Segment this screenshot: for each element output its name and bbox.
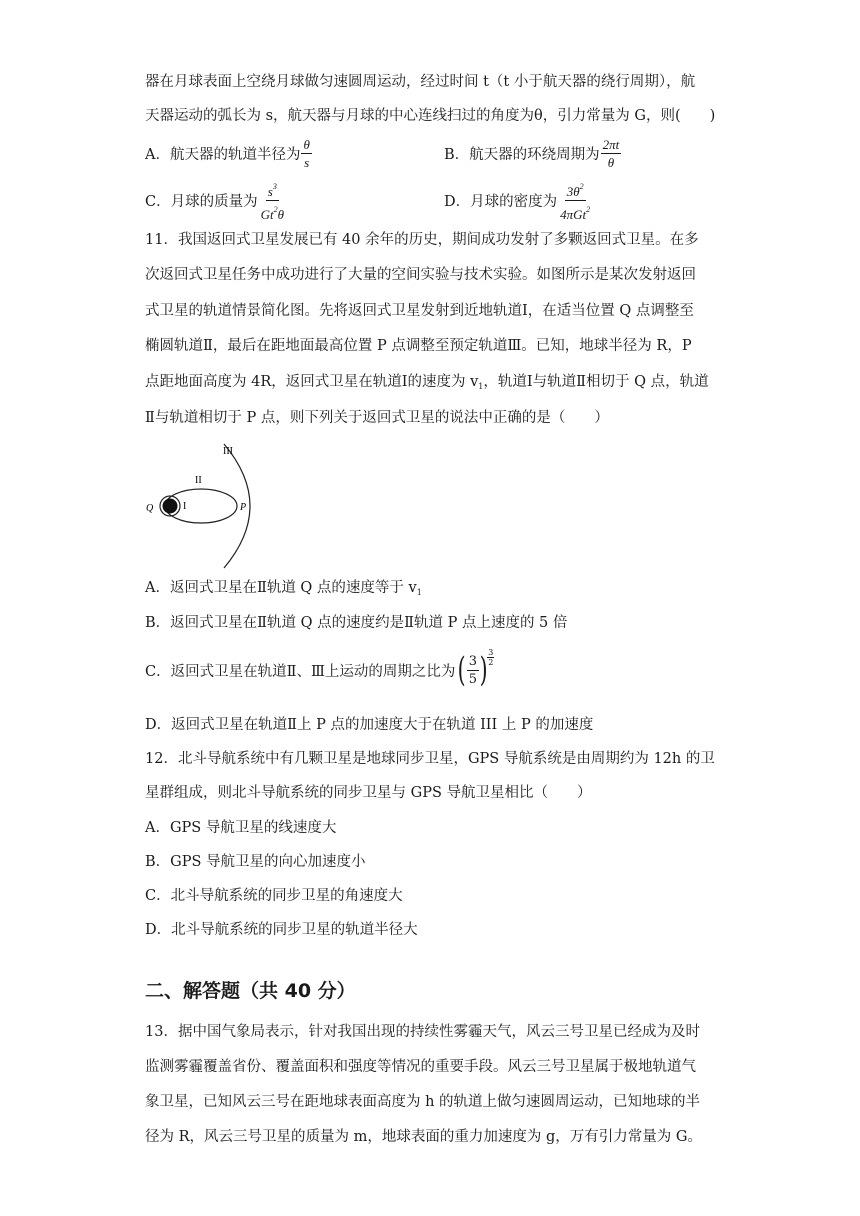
label-i: I bbox=[183, 501, 187, 512]
q10-option-c-fraction: $\frac{s^3}{Gt^2\theta}$ bbox=[259, 178, 286, 223]
q11-line-2: 次返回式卫星任务中成功进行了大量的空间实验与技术实验。如图所示是某次发射返回 bbox=[145, 267, 696, 283]
q12-option-d: D．北斗导航系统的同步卫星的轨道半径大 bbox=[145, 922, 418, 938]
q10-line-2: 天器运动的弧长为 s，航天器与月球的中心连线扫过的角度为θ，引力常量为 G，则( ) bbox=[145, 108, 716, 124]
q12-option-a: A．GPS 导航卫星的线速度大 bbox=[145, 820, 337, 836]
q10-line-1: 器在月球表面上空绕月球做匀速圆周运动，经过时间 t（t 小于航天器的绕行周期），航 bbox=[145, 74, 696, 90]
q13-line-2: 监测雾霾覆盖省份、覆盖面积和强度等情况的重要手段。风云三号卫星属于极地轨道气 bbox=[145, 1059, 696, 1075]
q10-option-b-text: B．航天器的环绕周期为 bbox=[444, 146, 600, 163]
q12-line-1: 12．北斗导航系统中有几颗卫星是地球同步卫星，GPS 导航系统是由周期约为 12h 的卫 bbox=[145, 751, 715, 767]
q11-option-c-text: C．返回式卫星在轨道Ⅱ、Ⅲ上运动的周期之比为 bbox=[145, 663, 456, 680]
q10-option-c bbox=[145, 180, 287, 220]
q10-option-d-fraction: $\frac{3\theta^2}{4\pi Gt^2}$ bbox=[558, 178, 592, 223]
q12-option-b: B．GPS 导航卫星的向心加速度小 bbox=[145, 854, 366, 870]
q12-line-2: 星群组成，则北斗导航系统的同步卫星与 GPS 导航卫星相比（ ） bbox=[145, 785, 592, 801]
q10-option-c-text: C．月球的质量为 bbox=[145, 193, 258, 210]
left-paren: ( bbox=[458, 650, 467, 690]
q13-line-3: 象卫星，已知风云三号在距地球表面高度为 h 的轨道上做匀速圆周运动，已知地球的半 bbox=[145, 1094, 701, 1110]
right-paren: ) bbox=[479, 650, 488, 690]
q10-option-d bbox=[444, 180, 593, 220]
q11-line-6: Ⅱ与轨道相切于 P 点，则下列关于返回式卫星的说法中正确的是（ ） bbox=[145, 410, 609, 426]
q13-line-1: 13．据中国气象局表示，针对我国出现的持续性雾霾天气，风云三号卫星已经成为及时 bbox=[145, 1024, 700, 1040]
section-title: 二、解答题（共 40 分） bbox=[145, 980, 356, 1002]
label-p: P bbox=[240, 502, 247, 513]
earth bbox=[163, 499, 178, 514]
q10-option-a bbox=[145, 133, 313, 173]
q10-option-d-text: D．月球的密度为 bbox=[444, 193, 558, 210]
q11-option-c-fraction: $\frac{3}{5}$ bbox=[468, 653, 477, 687]
q12-option-c: C．北斗导航系统的同步卫星的角速度大 bbox=[145, 888, 403, 904]
q11-option-c-exponent: $\frac{3}{2}$ bbox=[488, 648, 494, 667]
q11-option-b: B．返回式卫星在Ⅱ轨道 Q 点的速度约是Ⅱ轨道 P 点上速度的 5 倍 bbox=[145, 615, 568, 631]
q10-option-a-fraction: $\frac{\theta}{s}$ bbox=[303, 136, 310, 170]
label-iii: III bbox=[223, 446, 233, 457]
q11-line-3: 式卫星的轨道情景简化图。先将返回式卫星发射到近地轨道Ⅰ，在适当位置 Q 点调整至 bbox=[145, 303, 694, 319]
q11-option-d: D．返回式卫星在轨道Ⅱ上 P 点的加速度大于在轨道 III 上 P 的加速度 bbox=[145, 717, 594, 733]
orbit-diagram bbox=[140, 440, 260, 572]
q11-line-4: 椭圆轨道Ⅱ，最后在距地面最高位置 P 点调整至预定轨道Ⅲ。已知，地球半径为 R，P bbox=[145, 338, 692, 354]
label-ii: II bbox=[195, 475, 202, 486]
q11-option-a: A．返回式卫星在Ⅱ轨道 Q 点的速度等于 $v_1$ bbox=[145, 580, 422, 597]
label-q: Q bbox=[146, 503, 154, 514]
q11-option-c bbox=[145, 650, 495, 690]
q10-option-b-fraction: $\frac{2\pi t}{\theta}$ bbox=[602, 136, 620, 170]
q10-option-a-text: A．航天器的轨道半径为 bbox=[145, 146, 301, 163]
q10-option-b bbox=[444, 133, 622, 173]
q11-line-5: 点距地面高度为 4R，返回式卫星在轨道Ⅰ的速度为 $v_1$，轨道Ⅰ与轨道Ⅱ相切于 Q 点，轨道 bbox=[145, 374, 709, 391]
q13-line-4: 径为 R，风云三号卫星的质量为 m，地球表面的重力加速度为 g，万有引力常量为 G。 bbox=[145, 1129, 702, 1145]
q11-line-1: 11．我国返回式卫星发展已有 40 余年的历史，期间成功发射了多颗返回式卫星。在多 bbox=[145, 232, 699, 248]
